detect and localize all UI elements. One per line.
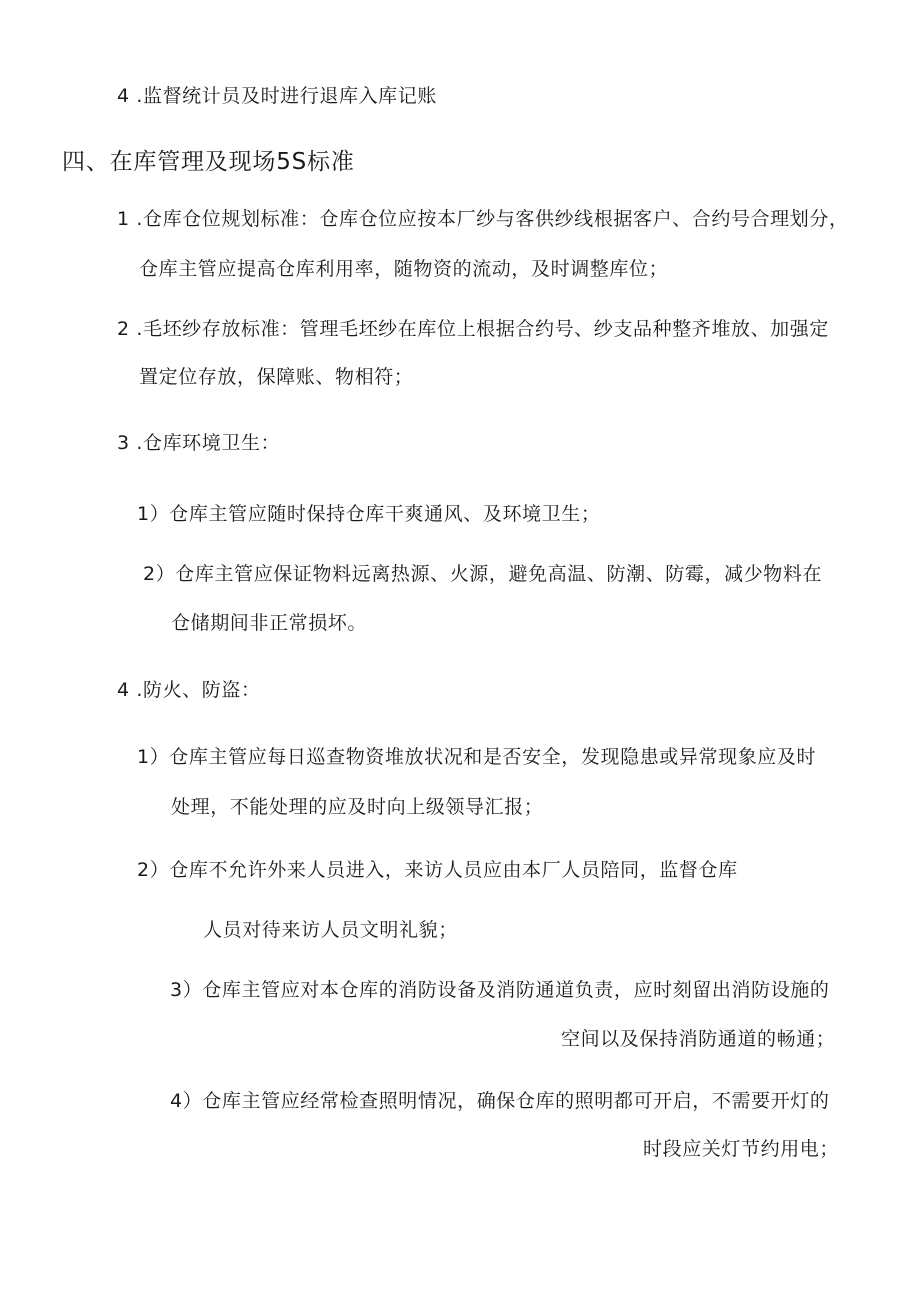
- subitem-4-2-cont: 人员对待来访人员文明礼貌；: [203, 919, 458, 941]
- item-1-location-planning: 1 .仓库仓位规划标准：仓库仓位应按本厂纱与客供纱线根据客户、合约号合理划分，: [117, 208, 849, 230]
- item-2-yarn-storage: 2 .毛坯纱存放标准：管理毛坯纱在库位上根据合约号、纱支品种整齐堆放、加强定: [117, 318, 829, 340]
- subitem-4-4-cont: 时段应关灯节约用电；: [643, 1138, 840, 1160]
- item-4-fire-theft-prevention: 4 .防火、防盗：: [117, 679, 261, 701]
- item-1-location-planning-cont: 仓库主管应提高仓库利用率，随物资的流动，及时调整库位；: [139, 258, 669, 280]
- subitem-4-3-cont: 空间以及保持消防通道的畅通；: [561, 1028, 836, 1050]
- subitem-4-1-cont: 处理，不能处理的应及时向上级领导汇报；: [171, 796, 544, 818]
- subitem-3-2: 2）仓库主管应保证物料远离热源、火源，避免高温、防潮、防霉，减少物料在: [143, 563, 823, 585]
- subitem-4-2: 2）仓库不允许外来人员进入，来访人员应由本厂人员陪同，监督仓库: [137, 859, 738, 881]
- subitem-4-3: 3）仓库主管应对本仓库的消防设备及消防通道负责，应时刻留出消防设施的: [170, 979, 830, 1001]
- section-heading-4: 四、在库管理及现场5S标准: [62, 149, 355, 175]
- item-4-inventory-recording: 4 .监督统计员及时进行退库入库记账: [117, 85, 437, 107]
- subitem-4-4: 4）仓库主管应经常检查照明情况，确保仓库的照明都可开启，不需要开灯的: [170, 1090, 830, 1112]
- item-2-yarn-storage-cont: 置定位存放，保障账、物相符；: [139, 366, 414, 388]
- item-3-environment-hygiene: 3 .仓库环境卫生：: [117, 432, 281, 454]
- subitem-4-1: 1）仓库主管应每日巡查物资堆放状况和是否安全，发现隐患或异常现象应及时: [137, 746, 817, 768]
- subitem-3-2-cont: 仓储期间非正常损坏。: [171, 612, 368, 634]
- subitem-3-1: 1）仓库主管应随时保持仓库干爽通风、及环境卫生；: [137, 503, 601, 525]
